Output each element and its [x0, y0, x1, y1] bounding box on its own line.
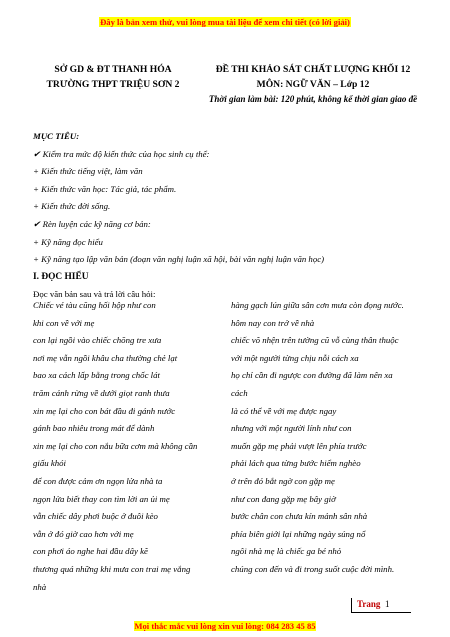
poem-line: cách — [231, 387, 248, 398]
poem-line: gánh bao nhiêu trong mát để dành — [33, 423, 155, 434]
poem-line: Chiếc vé tàu cũng hối hộp như con — [33, 300, 156, 310]
poem-column-left — [33, 297, 223, 596]
objective-item: ✔ Rèn luyện các kỹ năng cơ bản: — [33, 218, 151, 229]
page-underline — [351, 612, 411, 613]
poem-line: phía biên giới lại những ngày súng nổ — [231, 528, 366, 539]
section-instruction: Đọc văn bản sau và trả lời câu hỏi: — [33, 289, 156, 300]
objective-item: ✔ Kiểm tra mức độ kiến thức của học sinh cụ thể: — [33, 148, 210, 159]
contact-text: Mọi thắc mắc vui lòng xin vui lòng: 084 283 45 85 — [134, 621, 316, 631]
poem-line: ngọn lửa biết thay con tìm lời an ủi mẹ — [33, 493, 170, 504]
poem-line: vẫn chiếc dây phơi buộc ở đuôi kèo — [33, 511, 158, 522]
page-label: Trang — [357, 599, 381, 609]
poem-line: khi con về với mẹ — [33, 317, 95, 328]
poem-line: nhà — [33, 581, 47, 592]
poem-line: nhưng với một người lính như con — [231, 423, 352, 434]
preview-banner — [0, 12, 450, 30]
objectives-title: MỤC TIÊU: — [33, 131, 80, 141]
poem-line: giấu khói — [33, 458, 66, 469]
poem-line: hàng gạch lún giữa sân cơn mưa còn đọng nước. — [231, 300, 404, 310]
poem-line: vẫn ở đó giờ cao hơn với mẹ — [33, 528, 134, 539]
poem-line: chiếc võ nhện trên tường cũ vỗ cùng thân thuộc — [231, 335, 399, 346]
poem-line: họ chỉ cần đi ngược con đường đã làm nên xa — [231, 370, 393, 381]
poem-line: xin mẹ lại cho con bát đầu đi gánh nước — [33, 405, 176, 416]
poem-line: xin mẹ lại cho con nắu bữa cơm mà không cần — [33, 440, 198, 451]
poem-line: thương quá những khi mưa con trai mẹ vắng — [33, 563, 191, 574]
school-name: TRƯỜNG THPT TRIỆU SƠN 2 — [46, 79, 180, 90]
poem-line: hôm nay con trở về nhà — [231, 317, 315, 328]
section-title: I. ĐỌC HIỂU — [33, 271, 89, 282]
objective-item: + Kiến thức văn học: Tác giả, tác phẩm. — [33, 183, 177, 194]
poem-line: nơi mẹ vẫn ngồi khâu cha thường chẻ lạt — [33, 352, 178, 363]
exam-duration: Thời gian làm bài: 120 phút, không kể thời gian giao đề — [208, 94, 418, 104]
objective-item: + Kiến thức đời sống. — [33, 201, 111, 212]
poem-line: ở trên đó bắt ngờ con gặp mẹ — [231, 475, 335, 486]
poem-column-right — [231, 297, 436, 579]
poem-line: phải lách qua từng bước hiểm nghèo — [231, 458, 361, 469]
contact-footer — [0, 616, 450, 634]
header-left — [33, 62, 193, 92]
poem-line: muốn gặp mẹ phải vượt lên phía trước — [231, 440, 367, 451]
page-number: 1 — [385, 599, 390, 609]
poem-line: con phơi áo nghe hai đầu dây kẽ — [33, 546, 148, 557]
poem-line: là có thể về với mẹ được ngay — [231, 405, 337, 416]
poem-line: chúng con đến và đi trong suốt cuộc đời mình. — [231, 563, 395, 574]
objective-item: + Kỹ năng đọc hiểu — [33, 236, 103, 247]
preview-banner-text: Đây là bản xem thử, vui lòng mua tài liệu để xem chi tiết (có lời giải) — [100, 17, 350, 27]
poem-line: trăm cánh rừng về dưới giọt ranh thưa — [33, 387, 170, 398]
department-name: SỞ GD & ĐT THANH HÓA — [54, 64, 172, 75]
poem-line: với một người từng chịu nỗi cách xa — [231, 352, 359, 363]
objective-item: + Kỹ năng tạo lập văn bản (đoạn văn nghị luận xã hội, bài văn nghị luận văn học) — [33, 254, 325, 265]
poem-line: con lại ngồi vào chiếc chõng tre xưa — [33, 335, 162, 346]
header-right — [182, 62, 444, 107]
poem-line: bao xa cách lấp bằng trong chốc lát — [33, 370, 160, 381]
exam-title: ĐỀ THI KHẢO SÁT CHẤT LƯỢNG KHỐI 12 — [215, 64, 411, 75]
exam-body — [33, 128, 423, 304]
poem-line: để con được cảm ơn ngọn lửa nhà ta — [33, 475, 163, 486]
poem-line: bước chân con chưa kín mảnh sân nhà — [231, 511, 368, 522]
page-divider — [351, 598, 352, 612]
poem-line: ngôi nhà mẹ là chiếc ga bé nhỏ — [231, 546, 342, 557]
poem-line: như con đang gặp mẹ bây giờ — [231, 493, 336, 504]
exam-subject: MÔN: NGỮ VĂN – Lớp 12 — [256, 79, 370, 90]
objective-item: + Kiến thức tiếng việt, làm văn — [33, 166, 143, 177]
